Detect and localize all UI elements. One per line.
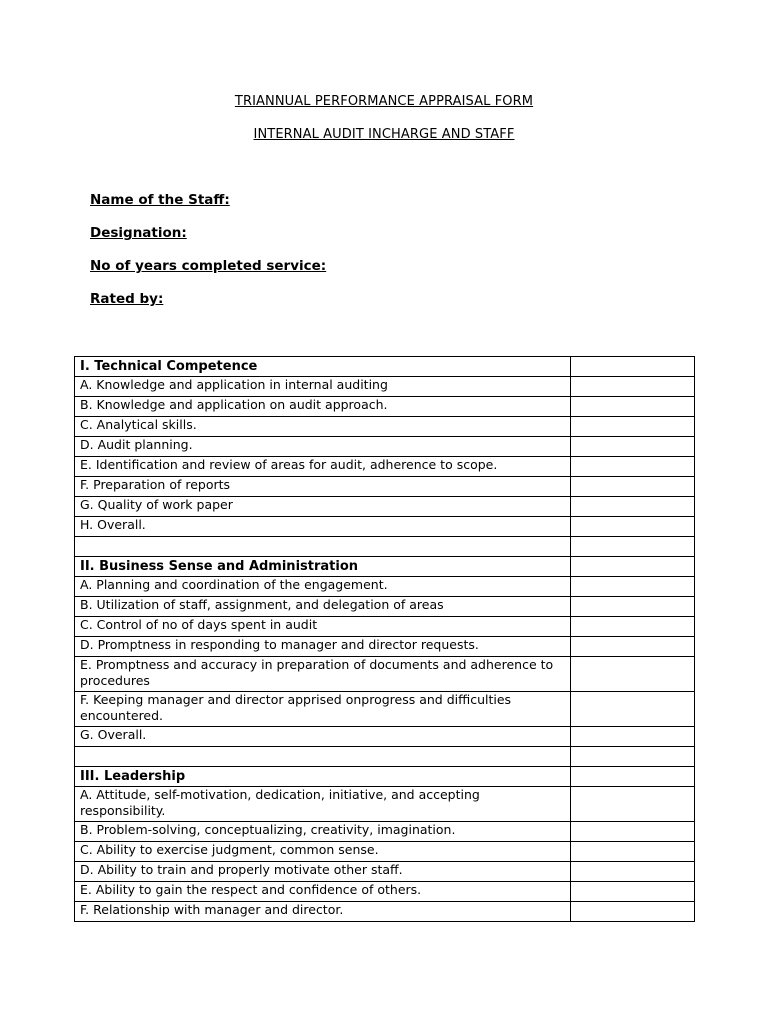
criteria-row [75,692,695,727]
criteria-label: E. Promptness and accuracy in preparation of documents and adherence to procedures [75,657,571,692]
rating-cell[interactable] [571,477,695,497]
appraisal-table [74,356,695,922]
form-title: TRIANNUAL PERFORMANCE APPRAISAL FORM [234,94,534,109]
rating-cell[interactable] [571,882,695,902]
rating-cell[interactable] [571,902,695,922]
field-years-of-service: No of years completed service: [90,258,327,274]
criteria-label: H. Overall. [75,517,571,537]
rating-cell[interactable] [571,692,695,727]
section-heading-row [75,557,695,577]
criteria-row [75,637,695,657]
rating-cell[interactable] [571,842,695,862]
rating-cell[interactable] [571,597,695,617]
rating-cell[interactable] [571,862,695,882]
rating-cell [571,537,695,557]
criteria-label: D. Promptness in responding to manager and director requests. [75,637,571,657]
rating-cell[interactable] [571,457,695,477]
criteria-row [75,882,695,902]
rating-cell[interactable] [571,577,695,597]
criteria-row [75,497,695,517]
section-heading: II. Business Sense and Administration [75,557,571,577]
criteria-label: F. Keeping manager and director apprised onprogress and difficulties encountered. [75,692,571,727]
rating-cell[interactable] [571,357,695,377]
spacer-row [75,537,695,557]
empty-cell [75,537,571,557]
rating-cell[interactable] [571,637,695,657]
rating-cell[interactable] [571,787,695,822]
section-heading-row [75,357,695,377]
criteria-label: C. Control of no of days spent in audit [75,617,571,637]
rating-cell[interactable] [571,417,695,437]
criteria-row [75,617,695,637]
criteria-label: A. Attitude, self-motivation, dedication, initiative, and accepting responsibility. [75,787,571,822]
criteria-label: B. Problem-solving, conceptualizing, creativity, imagination. [75,822,571,842]
criteria-label: F. Preparation of reports [75,477,571,497]
criteria-row [75,577,695,597]
rating-cell[interactable] [571,497,695,517]
criteria-row [75,787,695,822]
criteria-row [75,417,695,437]
rating-cell[interactable] [571,767,695,787]
criteria-row [75,437,695,457]
criteria-row [75,397,695,417]
criteria-row [75,862,695,882]
criteria-label: G. Overall. [75,727,571,747]
field-name-of-staff: Name of the Staff: [90,192,230,208]
criteria-label: B. Knowledge and application on audit approach. [75,397,571,417]
rating-cell[interactable] [571,727,695,747]
rating-cell[interactable] [571,657,695,692]
criteria-row [75,377,695,397]
criteria-label: C. Ability to exercise judgment, common sense. [75,842,571,862]
empty-cell [75,747,571,767]
rating-cell[interactable] [571,517,695,537]
criteria-label: B. Utilization of staff, assignment, and delegation of areas [75,597,571,617]
spacer-row [75,747,695,767]
criteria-label: D. Audit planning. [75,437,571,457]
criteria-row [75,727,695,747]
criteria-label: E. Identification and review of areas for audit, adherence to scope. [75,457,571,477]
rating-cell [571,747,695,767]
criteria-label: E. Ability to gain the respect and confidence of others. [75,882,571,902]
criteria-row [75,842,695,862]
section-heading: III. Leadership [75,767,571,787]
criteria-row [75,457,695,477]
rating-cell[interactable] [571,822,695,842]
criteria-label: G. Quality of work paper [75,497,571,517]
rating-cell[interactable] [571,617,695,637]
rating-cell[interactable] [571,557,695,577]
section-heading-row [75,767,695,787]
criteria-row [75,517,695,537]
criteria-row [75,657,695,692]
field-designation: Designation: [90,225,187,241]
section-heading: I. Technical Competence [75,357,571,377]
field-rated-by: Rated by: [90,291,164,307]
criteria-row [75,902,695,922]
rating-cell[interactable] [571,437,695,457]
rating-cell[interactable] [571,397,695,417]
criteria-label: C. Analytical skills. [75,417,571,437]
criteria-label: F. Relationship with manager and director. [75,902,571,922]
criteria-row [75,477,695,497]
form-subtitle: INTERNAL AUDIT INCHARGE AND STAFF [253,127,515,142]
rating-cell[interactable] [571,377,695,397]
criteria-row [75,597,695,617]
criteria-label: A. Planning and coordination of the engagement. [75,577,571,597]
criteria-row [75,822,695,842]
criteria-label: A. Knowledge and application in internal auditing [75,377,571,397]
criteria-label: D. Ability to train and properly motivate other staff. [75,862,571,882]
